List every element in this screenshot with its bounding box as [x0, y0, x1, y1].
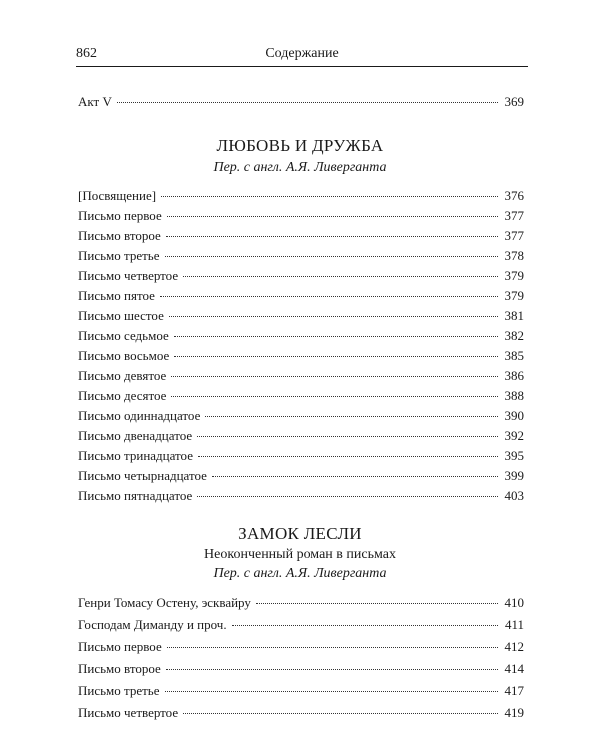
toc-entry-page: 403	[504, 488, 524, 503]
toc-entry	[78, 702, 524, 724]
toc-entry	[78, 326, 524, 346]
toc-entry-page: 378	[504, 248, 524, 263]
toc-section2-list	[78, 592, 524, 724]
toc-entry-label: Письмо второе	[78, 228, 161, 243]
toc-entry	[78, 266, 524, 286]
toc-entry	[78, 486, 524, 506]
toc-entry-label: Письмо первое	[78, 208, 162, 223]
toc-entry-label: Письмо третье	[78, 248, 160, 263]
toc-entry-page: 390	[504, 408, 524, 423]
dot-leader	[198, 456, 498, 457]
dot-leader	[171, 396, 498, 397]
toc-entry-label: Письмо шестое	[78, 308, 164, 323]
toc-entry-page: 411	[504, 617, 524, 632]
toc-entry	[78, 366, 524, 386]
dot-leader	[160, 296, 498, 297]
section-title: ЗАМОК ЛЕСЛИ	[238, 524, 362, 543]
toc-entry-page: 417	[504, 683, 524, 698]
dot-leader	[174, 336, 498, 337]
dot-leader	[161, 196, 498, 197]
toc-entry-page: 379	[504, 288, 524, 303]
toc-entry-label: Господам Диманду и проч.	[78, 617, 227, 632]
toc-entry-page: 381	[504, 308, 524, 323]
toc-entry-page: 395	[504, 448, 524, 463]
toc-entry-label: Письмо десятое	[78, 388, 167, 403]
toc-entry-label: Письмо пятое	[78, 288, 155, 303]
toc-entry-label: Акт V	[78, 94, 112, 109]
toc-entry	[78, 306, 524, 326]
toc-entry-label: Письмо восьмое	[78, 348, 170, 363]
toc-entry	[78, 466, 524, 486]
toc-entry	[78, 246, 524, 266]
dot-leader	[166, 236, 498, 237]
dot-leader	[212, 476, 498, 477]
toc-entry-page: 419	[504, 705, 524, 720]
dot-leader	[167, 216, 498, 217]
dot-leader	[197, 496, 498, 497]
toc-entry-label: Письмо четвертое	[78, 268, 179, 283]
toc-entry-label: Письмо четырнадцатое	[78, 468, 207, 483]
toc-entry-page: 388	[504, 388, 524, 403]
dot-leader	[183, 276, 498, 277]
toc-entry-page: 410	[504, 595, 524, 610]
dot-leader	[117, 102, 498, 103]
toc-entry-label: Письмо пятнадцатое	[78, 488, 193, 503]
toc-entry-label: Письмо тринадцатое	[78, 448, 193, 463]
section-subtitle: Неоконченный роман в письмах	[204, 547, 396, 562]
toc-entry-label: Письмо первое	[78, 639, 162, 654]
toc-entry-page: 385	[504, 348, 524, 363]
dot-leader	[256, 603, 498, 604]
toc-entry-label: Письмо второе	[78, 661, 161, 676]
dot-leader	[166, 669, 498, 670]
toc-entry	[78, 346, 524, 366]
section-translator: Пер. с англ. А.Я. Ливерганта	[213, 566, 387, 581]
dot-leader	[205, 416, 498, 417]
toc-entry-label: Письмо четвертое	[78, 705, 179, 720]
toc-entry	[78, 186, 524, 206]
toc-entry	[78, 92, 524, 112]
dot-leader	[165, 691, 498, 692]
toc-entry-label: Письмо третье	[78, 683, 160, 698]
dot-leader	[169, 316, 498, 317]
toc-entry-label: Письмо одиннадцатое	[78, 408, 201, 423]
dot-leader	[174, 356, 498, 357]
toc-entry	[78, 386, 524, 406]
toc-entry-label: [Посвящение]	[78, 188, 157, 203]
toc-entry	[78, 614, 524, 636]
toc-entry	[78, 636, 524, 658]
toc-entry	[78, 406, 524, 426]
toc-entry	[78, 286, 524, 306]
toc-entry-page: 369	[504, 94, 524, 109]
toc-entry-label: Письмо двенадцатое	[78, 428, 193, 443]
toc-top-block	[78, 92, 524, 112]
page-number: 862	[76, 46, 97, 61]
section-title: ЛЮБОВЬ И ДРУЖБА	[216, 136, 384, 155]
toc-entry-page: 399	[504, 468, 524, 483]
toc-entry	[78, 680, 524, 702]
toc-entry-page: 377	[504, 228, 524, 243]
toc-entry-page: 377	[504, 208, 524, 223]
toc-entry	[78, 206, 524, 226]
toc-entry	[78, 592, 524, 614]
dot-leader	[167, 647, 498, 648]
toc-entry-page: 392	[504, 428, 524, 443]
running-header	[76, 44, 528, 67]
toc-entry-page: 379	[504, 268, 524, 283]
toc-entry-page: 386	[504, 368, 524, 383]
toc-entry	[78, 426, 524, 446]
toc-entry-page: 376	[504, 188, 524, 203]
toc-entry	[78, 226, 524, 246]
toc-entry	[78, 658, 524, 680]
toc-entry-page: 382	[504, 328, 524, 343]
dot-leader	[232, 625, 498, 626]
dot-leader	[197, 436, 498, 437]
dot-leader	[183, 713, 498, 714]
dot-leader	[171, 376, 498, 377]
toc-entry-label: Генри Томасу Остену, эсквайру	[78, 595, 251, 610]
toc-entry-page: 412	[504, 639, 524, 654]
toc-entry	[78, 446, 524, 466]
toc-section1-list	[78, 186, 524, 506]
running-title: Содержание	[265, 46, 339, 61]
toc-entry-label: Письмо седьмое	[78, 328, 169, 343]
dot-leader	[165, 256, 498, 257]
toc-entry-label: Письмо девятое	[78, 368, 167, 383]
section-translator: Пер. с англ. А.Я. Ливерганта	[213, 160, 387, 175]
toc-entry-page: 414	[504, 661, 524, 676]
